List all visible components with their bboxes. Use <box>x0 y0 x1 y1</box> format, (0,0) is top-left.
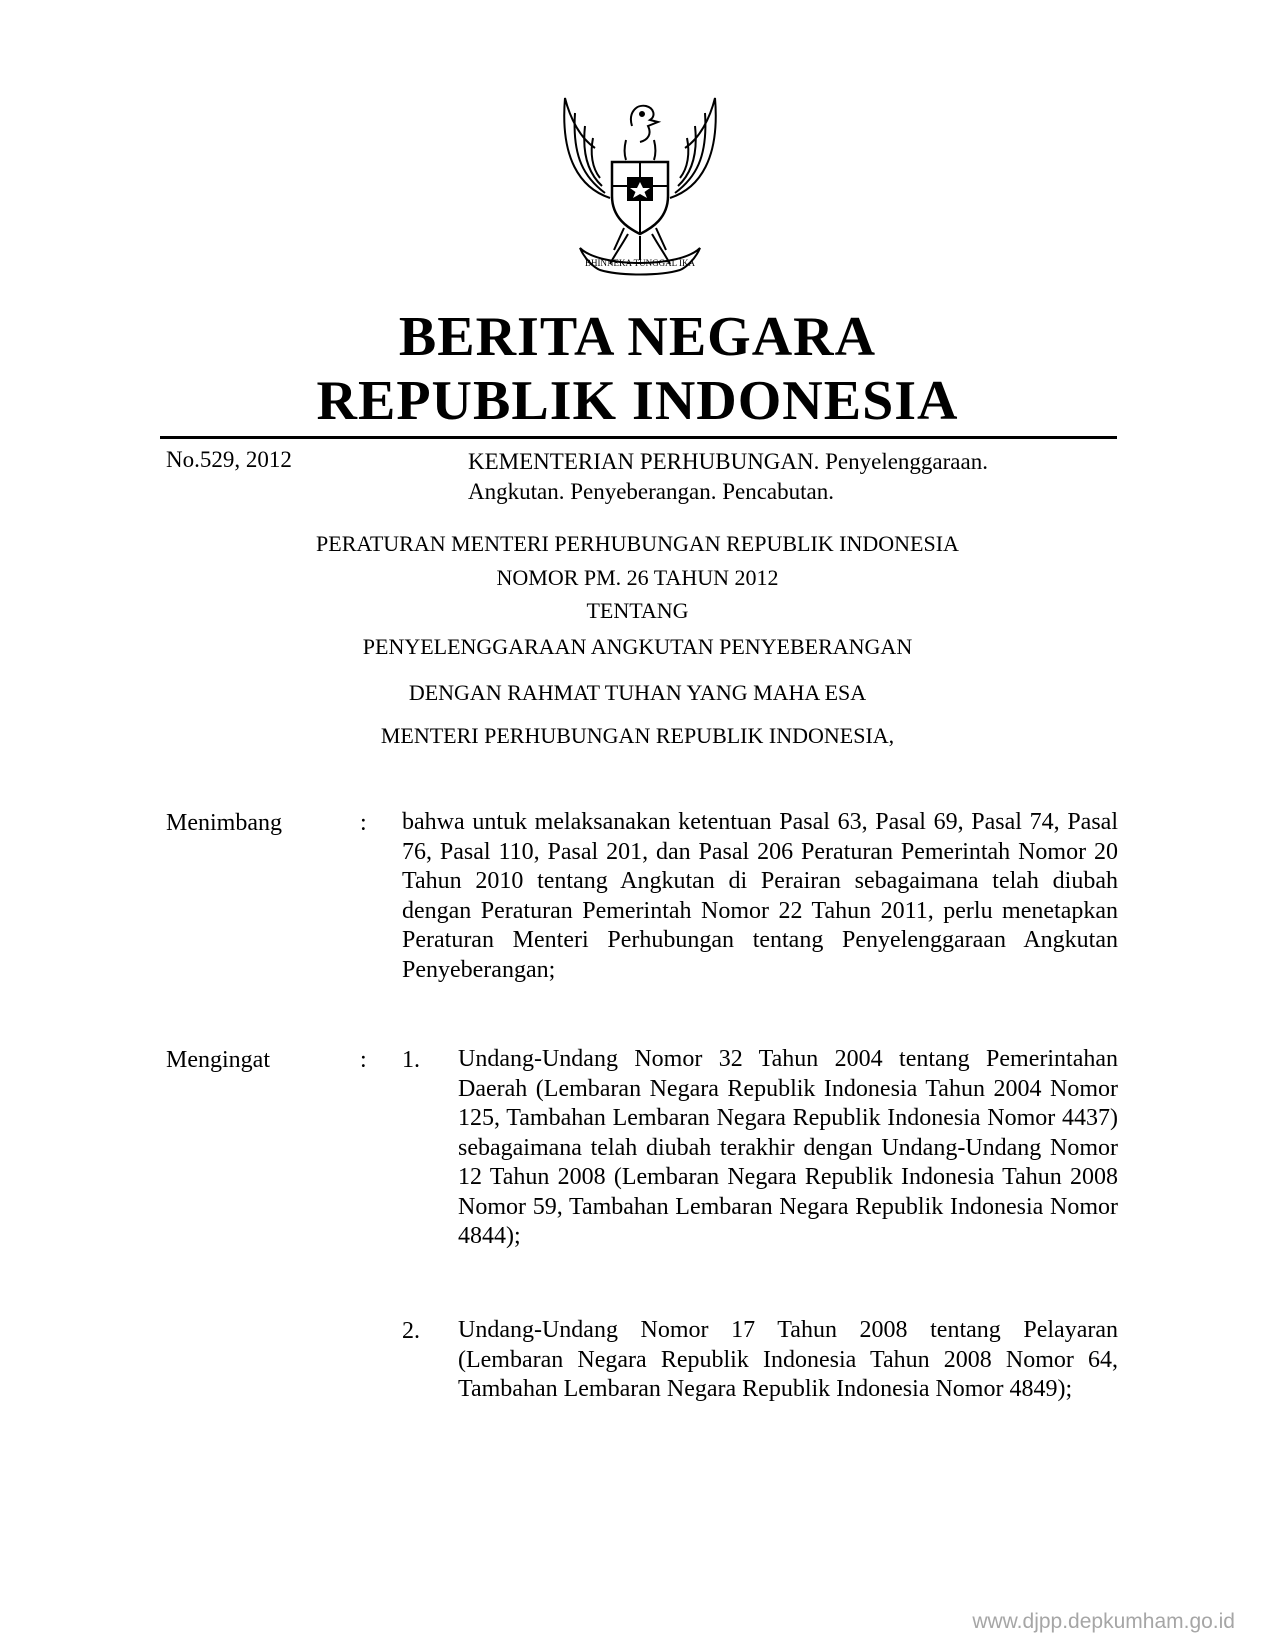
source-watermark: www.djpp.depkumham.go.id <box>972 1610 1235 1633</box>
gazette-topic-line1: KEMENTERIAN PERHUBUNGAN. Penyelenggaraan. <box>468 449 988 474</box>
gazette-number: No.529, 2012 <box>166 447 292 472</box>
mengingat-item-text: Undang-Undang Nomor 32 Tahun 2004 tentang Pemerintahan Daerah (Lembaran Negara Republik Indonesia Tahun 2004 Nomor 125, Tambahan Lembaran Negara Republik Indonesia Nomor 4437) sebagaimana telah diubah terakhir dengan Undang-Undang Nomor 12 Tahun 2008 (Lembaran Negara Republik Indonesia Tahun 2008 Nomor 59, Tambahan Lembaran Negara Republik Indonesia Nomor 4844); <box>458 1046 1118 1249</box>
mengingat-item-text: Undang-Undang Nomor 17 Tahun 2008 tentang Pelayaran (Lembaran Negara Republik Indonesia Tahun 2008 Nomor 64, Tambahan Lembaran Negara Republik Indonesia Nomor 4849); <box>458 1317 1118 1402</box>
gazette-topic <box>468 447 1118 507</box>
regulation-number: NOMOR PM. 26 TAHUN 2012 <box>496 565 779 590</box>
mengingat-colon: : <box>360 1047 367 1073</box>
regulation-title: PERATURAN MENTERI PERHUBUNGAN REPUBLIK INDONESIA <box>316 531 959 556</box>
masthead-title-line2: REPUBLIK INDONESIA <box>316 370 959 432</box>
regulation-tentang: TENTANG <box>586 598 689 623</box>
mengingat-item-number: 2. <box>402 1318 420 1344</box>
regulation-subject: PENYELENGGARAAN ANGKUTAN PENYEBERANGAN <box>362 634 913 659</box>
gazette-topic-line2: Angkutan. Penyeberangan. Pencabutan. <box>468 479 834 504</box>
garuda-pancasila-emblem-icon <box>540 78 740 278</box>
masthead-divider <box>160 436 1117 439</box>
mengingat-item-number: 1. <box>402 1047 420 1073</box>
preamble-line: DENGAN RAHMAT TUHAN YANG MAHA ESA <box>408 680 867 705</box>
menimbang-colon: : <box>360 810 367 836</box>
menimbang-text: bahwa untuk melaksanakan ketentuan Pasal 63, Pasal 69, Pasal 74, Pasal 76, Pasal 110, Pasal 201, dan Pasal 206 Peraturan Pemerintah Nomor 20 Tahun 2010 tentang Angkutan di Perairan sebagaimana telah diubah dengan Peraturan Pemerintah Nomor 22 Tahun 2011, perlu menetapkan Peraturan Menteri Perhubungan tentang Penyelenggaraan Angkutan Penyeberangan; <box>402 809 1118 983</box>
svg-text:BHINNEKA TUNGGAL IKA: BHINNEKA TUNGGAL IKA <box>585 258 695 268</box>
menimbang-label: Menimbang <box>166 810 282 836</box>
minister-line: MENTERI PERHUBUNGAN REPUBLIK INDONESIA, <box>380 723 895 748</box>
masthead-title-line1: BERITA NEGARA <box>398 306 877 368</box>
mengingat-label: Mengingat <box>166 1047 270 1073</box>
